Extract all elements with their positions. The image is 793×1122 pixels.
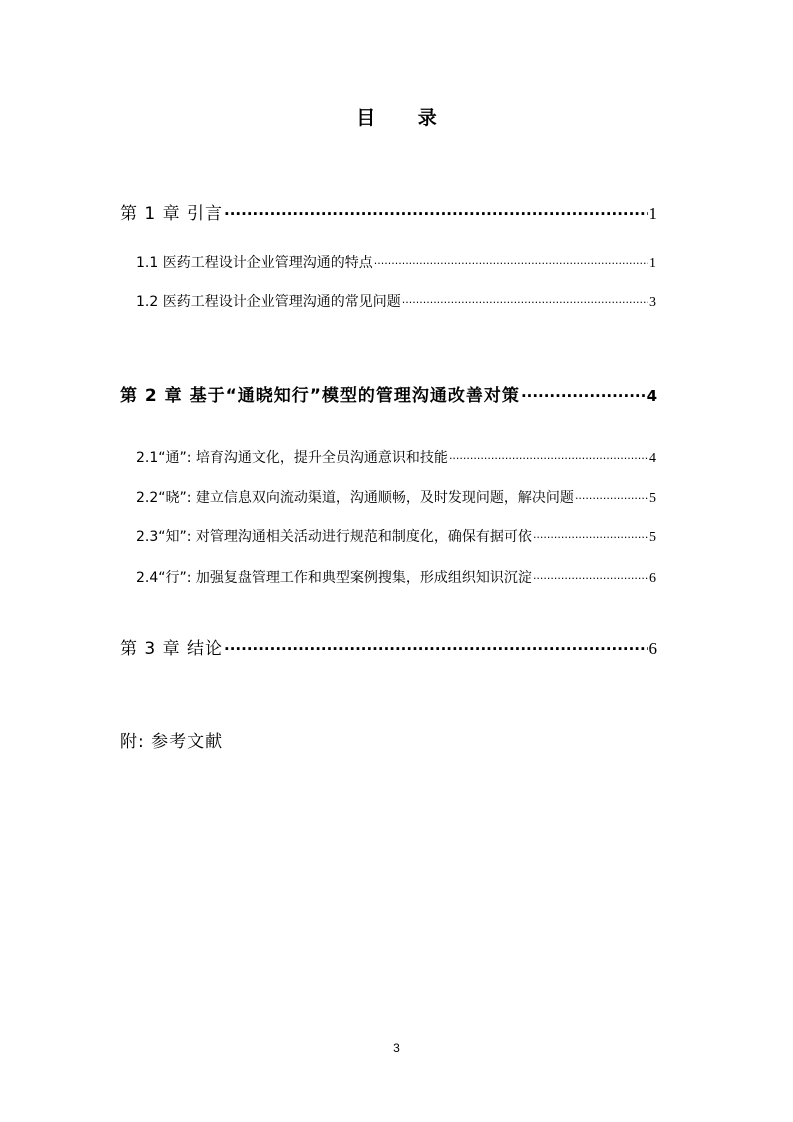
toc-entry-section-2-2[interactable] bbox=[136, 487, 656, 507]
toc-entry-page: 4 bbox=[646, 387, 657, 405]
toc-entry-label: 第 3 章 结论 bbox=[120, 639, 224, 659]
toc-entry-label: 1.2 医药工程设计企业管理沟通的常见问题 bbox=[136, 294, 401, 310]
toc-entry-label: 第 2 章 基于“通晓知行”模型的管理沟通改善对策 bbox=[120, 386, 520, 406]
dot-leader bbox=[575, 492, 648, 505]
dot-leader bbox=[533, 531, 648, 544]
toc-entry-label: 2.1“通”: 培育沟通文化，提升全员沟通意识和技能 bbox=[136, 450, 448, 466]
toc-entry-page: 1 bbox=[648, 204, 657, 223]
toc-entry-label: 2.3“知”: 对管理沟通相关活动进行规范和制度化，确保有据可依 bbox=[136, 529, 532, 545]
dot-leader bbox=[521, 387, 646, 405]
dot-leader bbox=[533, 572, 648, 585]
dot-leader bbox=[374, 257, 648, 270]
dot-leader bbox=[402, 296, 648, 309]
toc-entry-label: 第 1 章 引言 bbox=[120, 204, 224, 224]
toc-entry-section-1-1[interactable] bbox=[136, 252, 656, 272]
toc-entry-page: 6 bbox=[648, 639, 657, 658]
toc-entry-section-2-3[interactable] bbox=[136, 526, 656, 546]
toc-entry-chapter-1[interactable] bbox=[120, 199, 657, 224]
toc-entry-label: 2.4“行”: 加强复盘管理工作和典型案例搜集，形成组织知识沉淀 bbox=[136, 570, 532, 586]
dot-leader bbox=[224, 640, 647, 658]
toc-entry-section-1-2[interactable] bbox=[136, 291, 656, 311]
toc-entry-page: 4 bbox=[649, 451, 656, 466]
toc-entry-appendix-references[interactable]: 附: 参考文献 bbox=[120, 732, 224, 752]
toc-entry-page: 5 bbox=[649, 530, 656, 545]
toc-entry-chapter-2[interactable] bbox=[120, 381, 657, 406]
dot-leader bbox=[449, 452, 648, 465]
toc-entry-label: 2.2“晓”: 建立信息双向流动渠道，沟通顺畅，及时发现问题，解决问题 bbox=[136, 490, 574, 506]
toc-entry-chapter-3[interactable] bbox=[120, 634, 657, 659]
toc-entry-section-2-1[interactable] bbox=[136, 447, 656, 467]
toc-entry-page: 5 bbox=[649, 491, 656, 506]
dot-leader bbox=[224, 205, 647, 223]
toc-entry-label: 1.1 医药工程设计企业管理沟通的特点 bbox=[136, 255, 373, 271]
toc-entry-page: 6 bbox=[649, 571, 656, 586]
page-number: 3 bbox=[393, 1041, 400, 1055]
toc-entry-page: 1 bbox=[649, 256, 656, 271]
toc-entry-page: 3 bbox=[649, 295, 656, 310]
toc-entry-section-2-4[interactable] bbox=[136, 567, 656, 587]
toc-title: 目 录 bbox=[356, 107, 455, 129]
